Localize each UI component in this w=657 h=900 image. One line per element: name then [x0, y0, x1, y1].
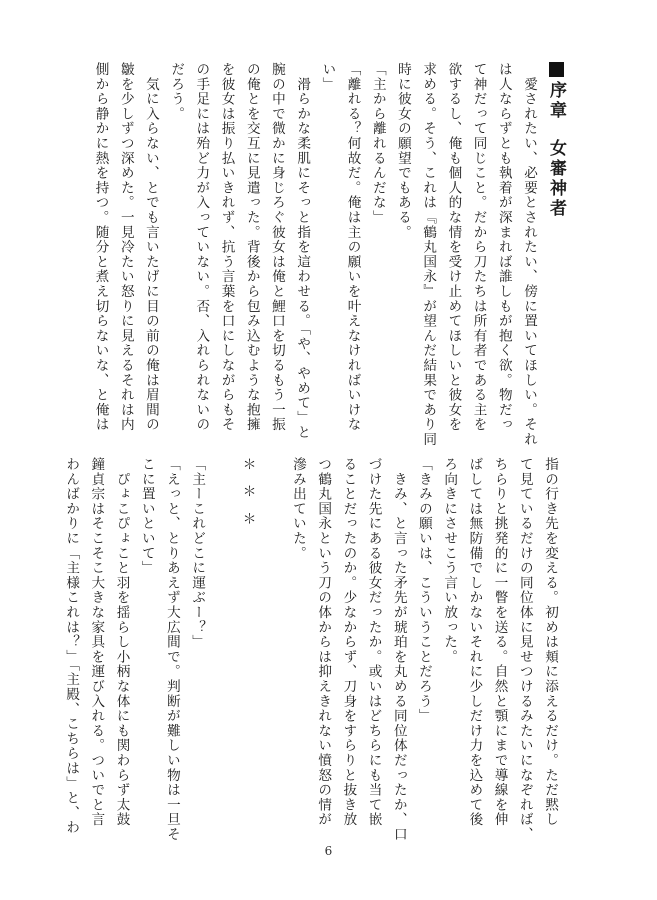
page-number: 6	[324, 844, 333, 858]
text-line: つ鶴丸国永という刀の体からは抑えきれない憤怒の情が	[315, 457, 332, 827]
text-line: の俺とを交互に見遣った。背後から包み込むような抱擁	[243, 62, 260, 432]
text-line: 時に彼女の願望でもある。	[394, 62, 411, 240]
text-line: 「主ーこれどこに運ぶー？」	[189, 457, 206, 650]
text-line: だろう。	[168, 62, 185, 122]
text-line: 愛されたい、必要とされたい、傍に置いてほしい。それ	[521, 62, 537, 447]
text-line: 求める。そう、これは『鶴丸国永』が望んだ結果であり同	[420, 62, 437, 447]
text-line: きみ、と言った矛先が琥珀を丸める同位体だったか、口	[390, 457, 407, 842]
text-line: 皺を少しずつ深めた。一見冷たい怒りに見えるそれは内	[117, 62, 134, 432]
text-line: の手足には殆ど力が入っていない。否、入れられないの	[193, 62, 210, 432]
lower-text-block	[58, 457, 562, 842]
chapter-heading	[541, 62, 571, 434]
text-line: わんばかりに「主様これは？」「主殿、こちらは」と、わ	[63, 457, 80, 835]
text-line: 腕の中で微かに身じろぐ彼女は俺と鯉口を切るもう一振	[268, 62, 285, 432]
text-line: て見ているだけの同位体に見せつけるみたいになぞれば、	[516, 457, 533, 842]
text-line: こに置いといて」	[138, 457, 155, 576]
text-line: ちらりと挑発的に一瞥を送る。自然と顎にまで導線を伸	[491, 457, 508, 827]
blank-line	[260, 457, 285, 835]
text-line: 「きみの願いは、こういうことだろう」	[415, 457, 432, 724]
text-line: 「えっと、とりあえず大広間で。判断が難しい物は一旦そ	[163, 457, 180, 842]
text-line: 欲するし、俺も個人的な情を受け止めてほしいと彼女を	[445, 62, 462, 432]
text-line: 指の行き先を変える。初めは頬に添えるだけ。ただ黙し	[542, 457, 558, 827]
upper-text-block	[87, 62, 571, 447]
text-line: 側から静かに熱を持つ。随分と煮え切らないな、と俺は	[92, 62, 109, 432]
text-line: ぴょこぴょこと羽を揺らし小柄な体にも関わらず太鼓	[113, 457, 130, 827]
section-break: ＊ ＊ ＊	[239, 457, 256, 525]
chapter-title: 女審神者	[546, 139, 566, 219]
blank-line	[209, 457, 234, 835]
text-line: ることだったのか。少なからず、刀身をすらりと抜き放	[340, 457, 357, 827]
text-line: 鐘貞宗はそこそこ大きな家具を運び入れる。ついでと言	[88, 457, 105, 827]
text-line: 気に入らない、とでも言いたげに目の前の俺は眉間の	[142, 62, 159, 432]
text-line: 「主から離れるんだな」	[369, 62, 386, 225]
text-line: て神だって同じこと。だから刀たちは所有者である主を	[470, 62, 487, 432]
text-line: 滑らかな柔肌にそっと指を這わせる。「や、やめて」と	[294, 62, 311, 440]
text-line: 滲み出ていた。	[289, 457, 306, 561]
text-line: を彼女は振り払いきれず、抗う言葉を口にしながらもそ	[218, 62, 235, 432]
text-line: は人ならずとも執着が深まれば誰しもが抱く欲。物だっ	[495, 62, 512, 432]
square-bullet-icon	[549, 62, 564, 77]
text-line: 「離れる？何故だ。俺は主の願いを叶えなければいけな	[344, 62, 361, 432]
text-line: ばしては無防備でしかないそれに少しだけ力を込めて後	[466, 457, 483, 827]
text-line: づけた先にある彼女だったか。或いはどちらにも当て嵌	[365, 457, 382, 827]
text-line: ろ向きにさせこう言い放った。	[441, 457, 458, 665]
text-line: い」	[319, 62, 336, 92]
chapter-label: 序章	[546, 81, 566, 121]
